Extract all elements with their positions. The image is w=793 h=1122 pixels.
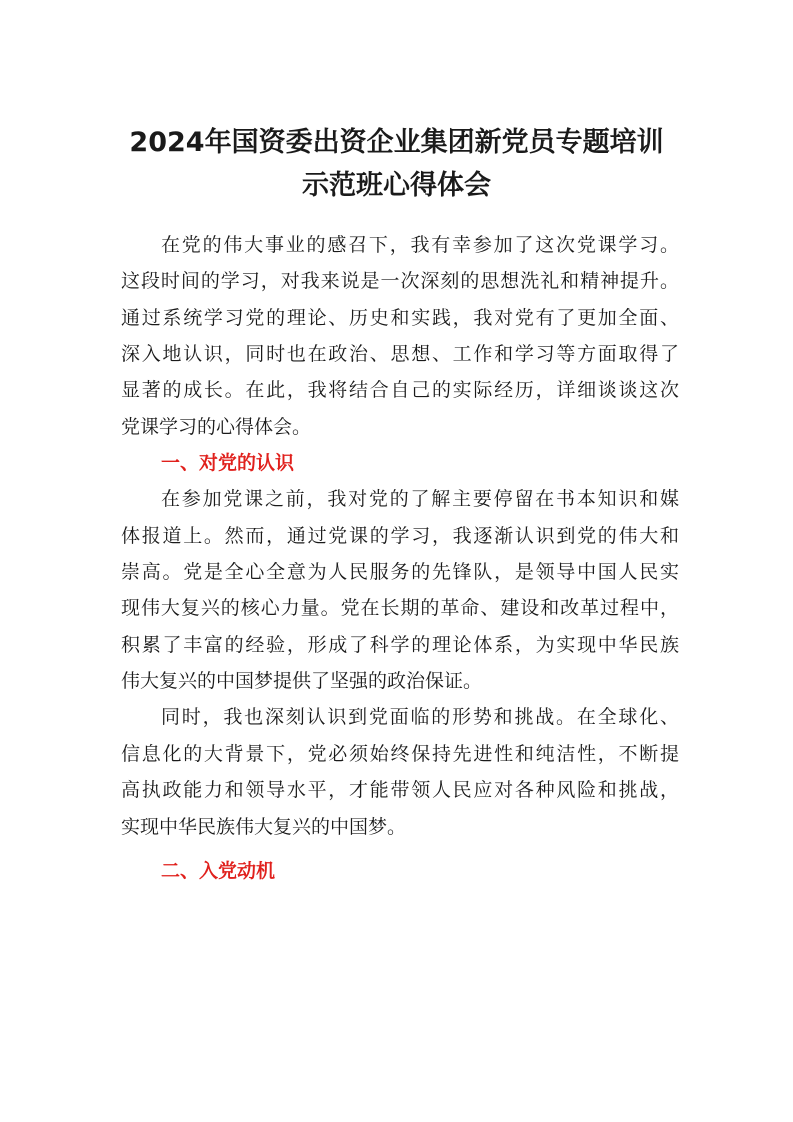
text-line: 现伟大复兴的核心力量。党在长期的革命、建设和改革过程中， <box>121 597 679 620</box>
section-heading-2: 二、入党动机 <box>161 859 276 882</box>
text-line: 积累了丰富的经验，形成了科学的理论体系，为实现中华民族 <box>121 633 679 656</box>
text-line: 这段时间的学习，对我来说是一次深刻的思想洗礼和精神提升。 <box>121 270 679 293</box>
section-heading-1: 一、对党的认识 <box>161 452 295 475</box>
text-line: 同时，我也深刻认识到党面临的形势和挑战。在全球化、 <box>161 706 679 729</box>
text-line: 通过系统学习党的理论、历史和实践，我对党有了更加全面、 <box>121 306 679 329</box>
text-line: 伟大复兴的中国梦提供了坚强的政治保证。 <box>121 670 483 693</box>
document-title-line-1: 2024年国资委出资企业集团新党员专题培训 <box>129 127 664 158</box>
text-line: 显著的成长。在此，我将结合自己的实际经历，详细谈谈这次 <box>121 379 679 402</box>
text-line: 在参加党课之前，我对党的了解主要停留在书本知识和媒 <box>161 488 679 511</box>
text-line: 实现中华民族伟大复兴的中国梦。 <box>121 815 407 838</box>
paragraph-challenges <box>121 699 679 844</box>
text-line: 崇高。党是全心全意为人民服务的先锋队，是领导中国人民实 <box>121 561 679 584</box>
document-title-line-2: 示范班心得体会 <box>302 170 491 201</box>
text-line: 高执政能力和领导水平，才能带领人民应对各种风险和挑战， <box>121 779 679 802</box>
paragraph-intro <box>121 227 679 445</box>
text-line: 党课学习的心得体会。 <box>121 415 312 438</box>
text-line: 体报道上。然而，通过党课的学习，我逐渐认识到党的伟大和 <box>121 524 679 547</box>
document-body <box>121 227 679 889</box>
paragraph-understanding <box>121 481 679 699</box>
text-line: 信息化的大背景下，党必须始终保持先进性和纯洁性，不断提 <box>121 742 679 765</box>
text-line: 在党的伟大事业的感召下，我有幸参加了这次党课学习。 <box>161 234 679 256</box>
text-line: 深入地认识，同时也在政治、思想、工作和学习等方面取得了 <box>121 343 679 366</box>
